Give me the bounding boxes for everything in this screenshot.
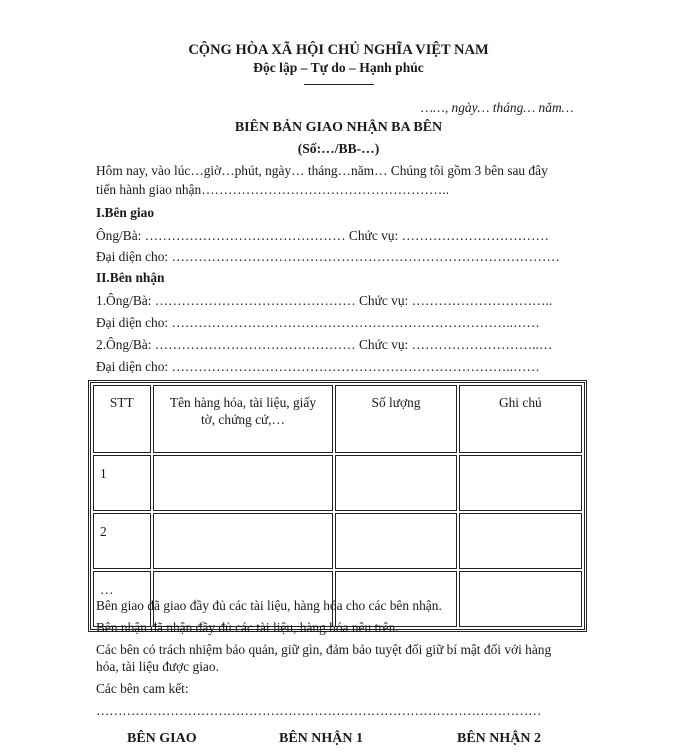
row-stt: … [93,571,151,627]
motto: Độc lập – Tự do – Hạnh phúc [253,60,424,75]
country-heading: CỘNG HÒA XÃ HỘI CHỦ NGHĨA VIỆT NAM [188,42,489,58]
section-ben-nhan: II.Bên nhận [96,270,165,285]
table-row [93,513,582,569]
signature-ben-giao: BÊN GIAO [127,731,197,746]
signature-ben-nhan-1: BÊN NHẬN 1 [279,731,364,746]
row-so-luong-cell [335,455,456,511]
nhan2-name-line: 2.Ông/Bà: ……………………………………… Chức vụ: ………………………..… [96,337,553,352]
header-so-luong: Số lượng [335,385,456,453]
commitment-dots: ………………………………………………………………………………………… [96,703,542,718]
goods-table [88,380,587,632]
signature-ben-nhan-2: BÊN NHẬN 2 [457,731,542,746]
intro-line-1: Hôm nay, vào lúc…giờ…phút, ngày… tháng…năm… Chúng tôi gồm 3 bên sau đây [96,163,548,178]
table-header-row [93,385,582,453]
row-ten-cell [153,455,334,511]
header-ten-hang-hoa: Tên hàng hóa, tài liệu, giấy tờ, chứng cứ,… [153,385,334,453]
document-title: BIÊN BẢN GIAO NHẬN BA BÊN [234,120,443,135]
footer-line-3b: hóa, tài liệu được giao. [96,659,219,674]
row-stt: 2 [93,513,151,569]
section-ben-giao: I.Bên giao [96,205,155,220]
nhan2-rep-line: Đại diện cho: …………………………………………………………………..…… [96,359,540,374]
footer-line-3a: Các bên có trách nhiệm bảo quản, giữ gìn, đảm bảo tuyệt đối giữ bí mật đối với hàng [96,642,552,657]
row-ten-cell [153,513,334,569]
header-stt: STT [93,385,151,453]
footer-line-4: Các bên cam kết: [96,681,189,696]
motto-underline [304,84,374,85]
document-number: (Số:…/BB-…) [297,141,380,156]
footer-line-1: Bên giao đã giao đầy đủ các tài liệu, hàng hóa cho các bên nhận. [96,598,442,613]
nhan1-name-line: 1.Ông/Bà: ……………………………………… Chức vụ: ………………………….. [96,293,553,308]
row-so-luong-cell [335,513,456,569]
row-ghi-chu-cell [459,455,582,511]
nhan1-rep-line: Đại diện cho: …………………………………………………………………..…… [96,315,540,330]
table-row [93,455,582,511]
date-line: ……, ngày… tháng… năm… [421,100,574,115]
giao-rep-line: Đại diện cho: …………………………………………………………………………… [96,249,560,264]
row-ghi-chu-cell [459,571,582,627]
row-ghi-chu-cell [459,513,582,569]
intro-line-2: tiến hành giao nhận……………………………………………….. [96,182,449,197]
header-ghi-chu: Ghi chú [459,385,582,453]
footer-line-2: Bên nhận đã nhận đầy đủ các tài liệu, hàng hóa nêu trên. [96,620,399,635]
giao-name-line: Ông/Bà: ……………………………………… Chức vụ: …………………………… [96,228,549,243]
row-stt: 1 [93,455,151,511]
